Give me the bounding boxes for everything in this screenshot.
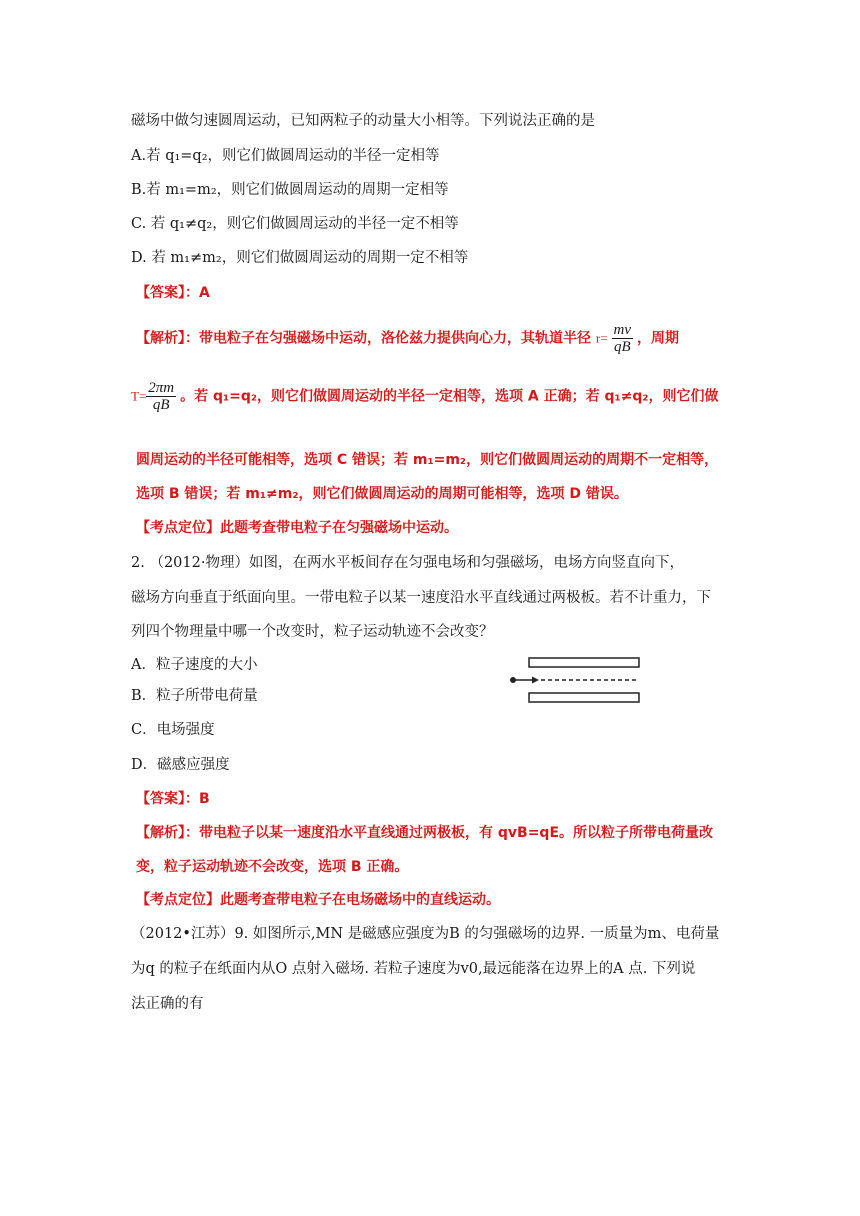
q2-analysis-line-1: 【解析】：带电粒子以某一速度沿水平直线通过两极板，有 qvB=qE。所以粒子所带电荷量改	[136, 825, 714, 841]
q1-option-c: C. 若 q₁≠q₂，则它们做圆周运动的半径一定不相等	[131, 216, 459, 232]
q3-stem-1: （2012•江苏）9. 如图所示,MN 是磁感应强度为B 的匀强磁场的边界. 一质量为m、电荷量	[131, 926, 720, 942]
q3-stem-2: 为q 的粒子在纸面内从O 点射入磁场. 若粒子速度为v0,最远能落在边界上的A 点. 下列说	[131, 961, 696, 977]
q2-stem-2: 磁场方向垂直于纸面向里。一带电粒子以某一速度沿水平直线通过两极板。若不计重力，下	[131, 590, 711, 606]
q2-option-a: A．粒子速度的大小	[131, 657, 258, 673]
q2-option-d: D．磁感应强度	[131, 757, 230, 773]
q2-point: 【考点定位】此题考查带电粒子在电场磁场中的直线运动。	[136, 892, 500, 908]
q2-option-b: B．粒子所带电荷量	[131, 688, 258, 704]
q1-point: 【考点定位】此题考查带电粒子在匀强磁场中运动。	[136, 520, 458, 536]
parallel-plates-figure	[505, 655, 645, 705]
q2-analysis-line-2: 变，粒子运动轨迹不会改变，选项 B 正确。	[136, 859, 409, 875]
bottom-plate	[529, 693, 639, 702]
radius-fraction-numerator: mv	[613, 322, 632, 338]
period-symbol: T=	[131, 388, 147, 404]
q3-stem-3: 法正确的有	[131, 996, 204, 1012]
period-fraction-denominator: qB	[152, 397, 170, 413]
q1-option-d: D. 若 m₁≠m₂，则它们做圆周运动的周期一定不相等	[131, 250, 469, 266]
q2-option-c: C．电场强度	[131, 722, 215, 738]
period-fraction	[146, 380, 176, 413]
q1-analysis-line-1	[136, 322, 679, 355]
q1-analysis-text-2: 。若 q₁=q₂，则它们做圆周运动的半径一定相等，选项 A 正确；若 q₁≠q₂，则它们做	[180, 388, 719, 405]
radius-symbol: r=	[595, 330, 608, 346]
period-label: ，周期	[637, 330, 680, 347]
q1-stem: 磁场中做匀速圆周运动，已知两粒子的动量大小相等。下列说法正确的是	[131, 113, 595, 129]
velocity-arrowhead	[532, 677, 539, 684]
q1-option-a: A.若 q₁=q₂，则它们做圆周运动的半径一定相等	[131, 148, 440, 164]
q1-analysis-line-4: 选项 B 错误；若 m₁≠m₂，则它们做圆周运动的周期可能相等，选项 D 错误。	[136, 486, 628, 502]
top-plate	[529, 658, 639, 667]
radius-fraction-denominator: qB	[613, 339, 631, 355]
radius-fraction	[612, 322, 634, 355]
q2-stem-1: 2. （2012·物理）如图，在两水平板间存在匀强电场和匀强磁场，电场方向竖直向下，	[131, 555, 684, 571]
q1-answer: 【答案】：A	[136, 285, 210, 301]
q1-option-b: B.若 m₁=m₂，则它们做圆周运动的周期一定相等	[131, 182, 449, 198]
q2-answer: 【答案】：B	[136, 791, 210, 807]
period-fraction-numerator: 2πm	[148, 380, 175, 396]
q1-analysis-text: 【解析】：带电粒子在匀强磁场中运动，洛伦兹力提供向心力，其轨道半径	[136, 330, 596, 347]
q1-analysis-line-2	[131, 380, 719, 413]
q1-analysis-line-3: 圆周运动的半径可能相等，选项 C 错误；若 m₁=m₂，则它们做圆周运动的周期不一定相等，	[136, 452, 719, 468]
q2-stem-3: 列四个物理量中哪一个改变时，粒子运动轨迹不会改变？	[131, 624, 494, 640]
